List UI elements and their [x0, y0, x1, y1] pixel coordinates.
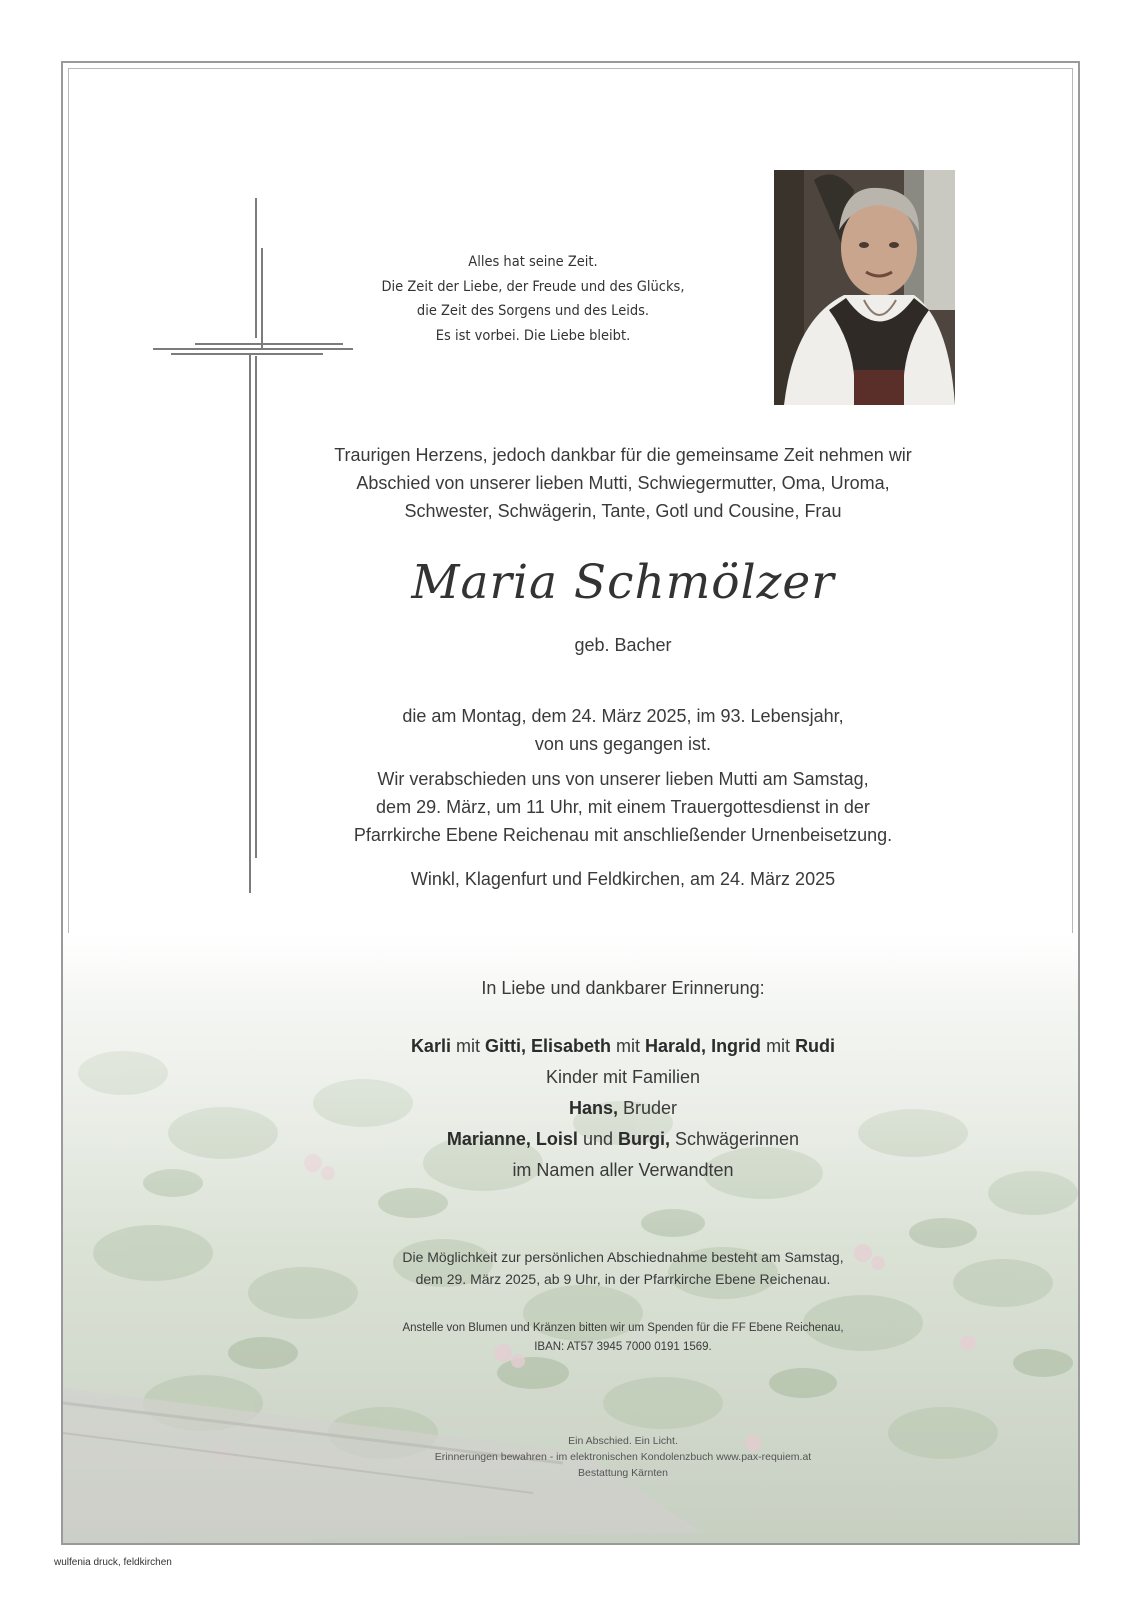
footer-line: Bestattung Kärnten	[578, 1467, 668, 1479]
death-line: die am Montag, dem 24. März 2025, im 93. Lebensjahr,	[402, 706, 844, 726]
death-notice	[273, 702, 973, 758]
quote-line: Die Zeit der Liebe, der Freude und des Glücks,	[381, 278, 685, 295]
relation-text: Schwägerinnen	[669, 1129, 800, 1149]
footer-line: Ein Abschied. Ein Licht.	[568, 1435, 678, 1447]
funeral-line: Wir verabschieden uns von unserer lieben Mutti am Samstag,	[377, 769, 869, 789]
footer-line: Erinnerungen bewahren - im elektronischen Kondolenzbuch www.pax-requiem.at	[434, 1451, 812, 1463]
portrait-photo	[774, 170, 955, 405]
viewing-line: Die Möglichkeit zur persönlichen Abschiednahme besteht am Samstag,	[402, 1249, 844, 1265]
intro-line: Traurigen Herzens, jedoch dankbar für die gemeinsame Zeit nehmen wir	[334, 445, 912, 465]
donation-line: Anstelle von Blumen und Kränzen bitten wir um Spenden für die FF Ebene Reichenau,	[402, 1322, 844, 1334]
children-role: Kinder mit Familien	[545, 1067, 701, 1087]
funeral-line: Pfarrkirche Ebene Reichenau mit anschließender Urnenbeisetzung.	[353, 825, 893, 845]
printer-credit: wulfenia druck, feldkirchen	[54, 1557, 172, 1568]
connector-text: mit	[450, 1036, 485, 1056]
funeral-details	[273, 765, 973, 849]
quote-block	[368, 250, 698, 348]
birth-name: geb. Bacher	[574, 635, 672, 655]
parte-frame	[61, 61, 1080, 1545]
connector-text: und	[577, 1129, 618, 1149]
intro-line: Schwester, Schwägerin, Tante, Gotl und Cousine, Frau	[404, 501, 842, 521]
sisters-in-law-line	[223, 1124, 1023, 1155]
mourner-name: Karli	[410, 1036, 451, 1056]
mourners-list	[223, 1031, 1023, 1186]
connector-text: mit	[611, 1036, 646, 1056]
announcement-intro	[273, 441, 973, 525]
relatives-line: im Namen aller Verwandten	[512, 1160, 734, 1180]
undertaker-footer	[273, 1433, 973, 1481]
mourner-name: Gitti,	[484, 1036, 526, 1056]
mourner-name: Harald,	[645, 1036, 707, 1056]
connector-text: mit	[761, 1036, 796, 1056]
children-line	[223, 1031, 1023, 1062]
mourner-name: Ingrid	[711, 1036, 762, 1056]
viewing-line: dem 29. März 2025, ab 9 Uhr, in der Pfarrkirche Ebene Reichenau.	[415, 1271, 831, 1287]
brother-line	[223, 1093, 1023, 1124]
donation-line: IBAN: AT57 3945 7000 0191 1569.	[534, 1341, 712, 1353]
quote-line: Alles hat seine Zeit.	[468, 254, 598, 270]
quote-line: Es ist vorbei. Die Liebe bleibt.	[435, 327, 631, 344]
viewing-notice	[273, 1246, 973, 1290]
mourner-name: Hans,	[568, 1098, 618, 1118]
death-line: von uns gegangen ist.	[534, 734, 712, 754]
mourner-name: Rudi	[795, 1036, 836, 1056]
place-and-date: Winkl, Klagenfurt und Feldkirchen, am 24. März 2025	[410, 869, 836, 889]
funeral-line: dem 29. März, um 11 Uhr, mit einem Trauergottesdienst in der	[376, 797, 870, 817]
relation-text: Bruder	[618, 1098, 678, 1118]
intro-line: Abschied von unserer lieben Mutti, Schwiegermutter, Oma, Uroma,	[356, 473, 890, 493]
memory-line: In Liebe und dankbarer Erinnerung:	[481, 978, 765, 998]
mourner-name: Burgi,	[617, 1129, 670, 1149]
donation-notice	[273, 1319, 973, 1357]
mourner-name: Elisabeth	[530, 1036, 612, 1056]
mourner-name: Marianne, Loisl	[446, 1129, 578, 1149]
quote-line: die Zeit des Sorgens und des Leids.	[416, 303, 650, 319]
deceased-name: Maria Schmölzer	[411, 555, 835, 610]
